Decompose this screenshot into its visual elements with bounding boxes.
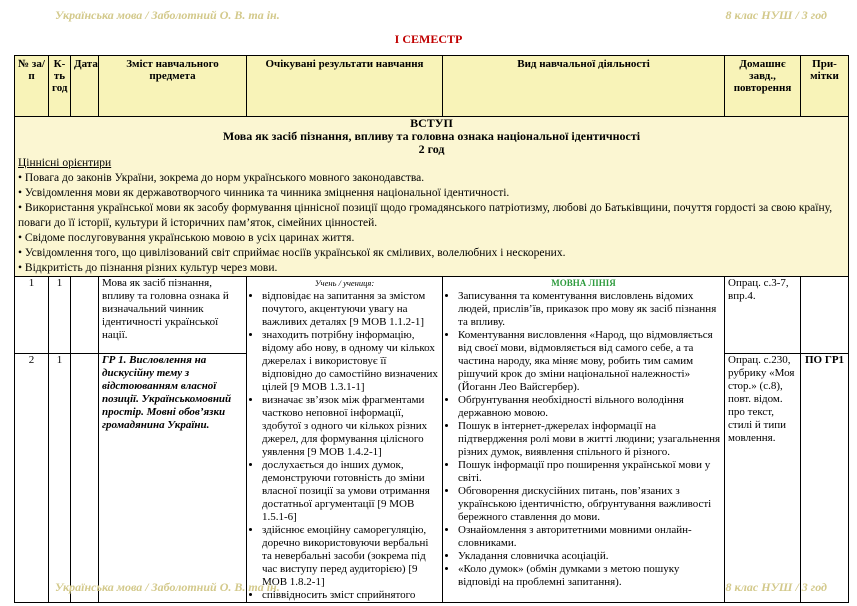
row2-content: ГР 1. Висловлення на дискусійну тему з відстоюванням власної позиції. Українськомовний простір. Мовні обов’язки громадянина України. [99, 353, 247, 603]
row2-homework: Опрац. с.230, рубрику «Моя стор.» (с.8), повт. відом. про текст, стилі й типи мовлення. [725, 353, 801, 603]
result-item: • здійснює емоційну саморегуляцію, доречно використовуючи вербальні та невербальні засоби (зокрема під час виступу перед аудиторією) [9 МОВ 1.8.2-1] [262, 524, 439, 589]
header-left: Українська мова / Заболотний О. В. та ін. [55, 8, 280, 22]
results-caption: Учень / учениця: [314, 278, 375, 288]
results-cell [247, 277, 443, 603]
lesson-row-1 [15, 277, 849, 354]
intro-row [15, 117, 849, 277]
value-item: • Повага до законів України, зокрема до норм українського мовного законодавства. [18, 172, 425, 184]
row1-num: 1 [15, 277, 49, 354]
col-date: Дата [71, 56, 99, 117]
col-content: Зміст навчального предмета [99, 56, 247, 117]
intro-subtitle: Мова як засіб пізнання, впливу та головна ознака національної ідентичності [222, 129, 641, 143]
row2-hours: 1 [49, 353, 71, 603]
col-homework: Домашнє завд., повторення [725, 56, 801, 117]
row1-content: Мова як засіб пізнання, впливу та головна ознака й визначальний чинник ідентичності української нації. [99, 277, 247, 354]
result-item: • дослухається до інших думок, демонструючи готовність до зміни власної позиції за умови отримання достатньої аргументації [9 МОВ 1.5.1-6] [262, 459, 439, 524]
footer-left: Українська мова / Заболотний О. В. та ін. [55, 580, 280, 594]
row1-homework: Опрац. с.3-7, впр.4. [725, 277, 801, 354]
activity-item: • Укладання словничка асоціацій. [458, 550, 721, 563]
result-item: • визначає зв’язок між фрагментами частково неповної інформації, здобутої з одного чи кількох різних джерел, для формування цілісного уявлення [9 МОВ 1.4.2-1] [262, 394, 439, 459]
activity-item: • Коментування висловлення «Народ, що відмовляється від своєї мови, відмовляється від самого себе, а та частина народу, яка міняє мову, робить тим самим рішучий крок до зміни національної належності» (Йоганн Лео Вайсгербер). [458, 329, 721, 394]
page-header [0, 8, 857, 28]
header-right: 8 клас НУШ / 3 год [725, 8, 827, 22]
result-item: • знаходить потрібну інформацію, відому або нову, в одному чи кількох джерелах і використовує її відповідно до самостійно визначених цілей [9 МОВ 1.3.1-1] [262, 329, 439, 394]
activity-item: • Пошук в інтернет-джерелах інформації на підтвердження ролі мови в житті людини; узагальнення різних думок, виявлення спільного й різного. [458, 420, 721, 459]
intro-hours: 2 год [418, 142, 445, 156]
activity-item: • Пошук інформації про поширення української мови у світі. [458, 459, 721, 485]
row1-hours: 1 [49, 277, 71, 354]
value-item: • Усвідомлення того, що цивілізований світ сприймає носіїв української як сміливих, волелюбних і нескорених. [18, 247, 566, 259]
col-notes: При-мітки [801, 56, 849, 117]
values-heading: Ціннісні орієнтири [18, 157, 112, 169]
value-item: • Усвідомлення мови як державотворчого чинника та чинника зміцнення національної ідентичності. [18, 187, 510, 199]
result-item: • відповідає на запитання за змістом почутого, акцентуючи увагу на важливих деталях [9 МОВ 1.1.2-1] [262, 290, 439, 329]
page-footer [0, 580, 857, 600]
col-hours: К-ть год [49, 56, 71, 117]
table-header-row [15, 56, 849, 117]
value-item: • Свідоме послуговування українською мовою в усіх царинах життя. [18, 232, 355, 244]
semester-title: І СЕМЕСТР [394, 32, 463, 46]
value-item: • Відкритість до пізнання різних культур через мови. [18, 262, 278, 274]
activity-item: • Обговорення дискусійних питань, пов’язаних з українською ідентичністю, обґрунтування важливості бережного ставлення до мови. [458, 485, 721, 524]
curriculum-table [14, 55, 849, 603]
row2-notes: ПО ГР1 [801, 353, 849, 603]
row2-num: 2 [15, 353, 49, 603]
language-line-title: МОВНА ЛІНІЯ [551, 278, 616, 288]
results-list [250, 290, 439, 602]
intro-cell [15, 117, 849, 277]
footer-right: 8 клас НУШ / 3 год [725, 580, 827, 594]
activity-list [446, 290, 721, 589]
row2-date [71, 353, 99, 603]
value-item: • Використання української мови як засобу формування ціннісної позиції щодо громадянського патріотизму, любові до Батьківщини, почуття гордості за свою країну, поваги до її історії, культури й історичних пам’яток, сімейних цінностей. [18, 202, 833, 229]
activity-cell [443, 277, 725, 603]
col-num: № за/п [15, 56, 49, 117]
result-item: • співвідносить зміст сприйнятого [262, 589, 439, 602]
col-activity: Вид навчальної діяльності [443, 56, 725, 117]
row1-date [71, 277, 99, 354]
activity-item: • Записування та коментування висловлень відомих людей, прислів’їв, приказок про мову як засіб пізнання та впливу. [458, 290, 721, 329]
col-results: Очікувані результати навчання [247, 56, 443, 117]
activity-item: • Обґрунтування необхідності вільного володіння державною мовою. [458, 394, 721, 420]
row1-notes [801, 277, 849, 354]
activity-item: • Ознайомлення з авторитетними мовними онлайн-словниками. [458, 524, 721, 550]
activity-item: • «Коло думок» (обмін думками з метою пошуку відповіді на проблемні запитання). [458, 563, 721, 589]
intro-title: ВСТУП [410, 116, 453, 130]
